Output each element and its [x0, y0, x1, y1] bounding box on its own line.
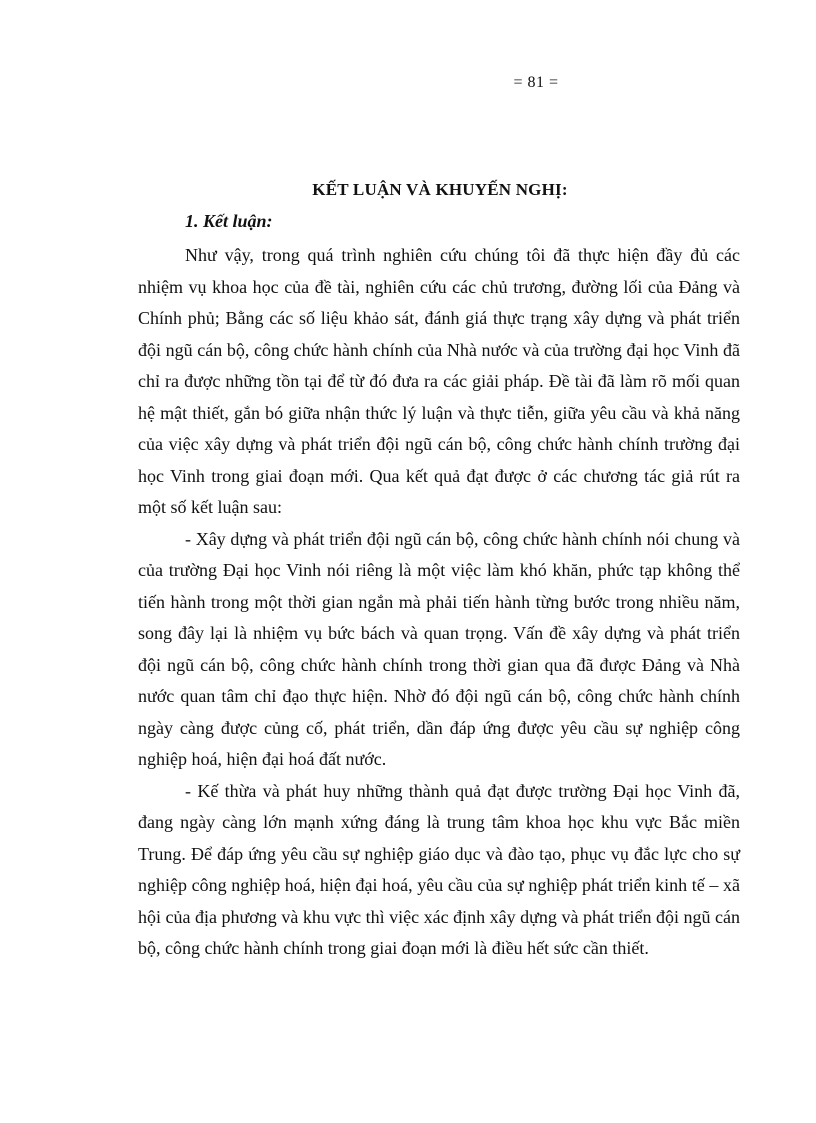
page-number: = 81 = [513, 74, 559, 91]
page-title: KẾT LUẬN VÀ KHUYẾN NGHỊ: [312, 180, 568, 199]
paragraph: Như vậy, trong quá trình nghiên cứu chúng tôi đã thực hiện đầy đủ các nhiệm vụ khoa học của đề tài, nghiên cứu các chủ trương, đường lối của Đảng và Chính phủ; Bằng các số liệu khảo sát, đánh giá thực trạng xây dựng và phát triển đội ngũ cán bộ, công chức hành chính của Nhà nước và của trường đại học Vinh đã chỉ ra được những tồn tại để từ đó đưa ra các giải pháp. Đề tài đã làm rõ mối quan hệ mật thiết, gắn bó giữa nhận thức lý luận và thực tiễn, giữa yêu cầu và khả năng của việc xây dựng và phát triển đội ngũ cán bộ, công chức hành chính trường đại học Vinh trong giai đoạn mới. Qua kết quả đạt được ở các chương tác giả rút ra một số kết luận sau: [138, 245, 740, 517]
section-body [138, 240, 740, 965]
paragraph: - Kế thừa và phát huy những thành quả đạt được trường Đại học Vinh đã, đang ngày càng lớn mạnh xứng đáng là trung tâm khoa học khu vực Bắc miền Trung. Để đáp ứng yêu cầu sự nghiệp giáo dục và đào tạo, phục vụ đắc lực cho sự nghiệp công nghiệp hoá, hiện đại hoá, yêu cầu của sự nghiệp phát triển kinh tế – xã hội của địa phương và khu vực thì việc xác định xây dựng và phát triển đội ngũ cán bộ, công chức hành chính trong giai đoạn mới là điều hết sức cần thiết. [138, 780, 740, 958]
paragraph: - Xây dựng và phát triển đội ngũ cán bộ, công chức hành chính nói chung và của trường Đại học Vinh nói riêng là một việc làm khó khăn, phức tạp không thể tiến hành trong một thời gian ngắn mà phải tiến hành từng bước trong nhiều năm, song đây lại là nhiệm vụ bức bách và quan trọng. Vấn đề xây dựng và phát triển đội ngũ cán bộ, công chức hành chính trong thời gian qua đã được Đảng và Nhà nước quan tâm chỉ đạo thực hiện. Nhờ đó đội ngũ cán bộ, công chức hành chính ngày càng được củng cố, phát triển, dần đáp ứng được yêu cầu sự nghiệp công nghiệp hoá, hiện đại hoá đất nước. [138, 528, 740, 769]
section-title: 1. Kết luận: [185, 211, 273, 231]
